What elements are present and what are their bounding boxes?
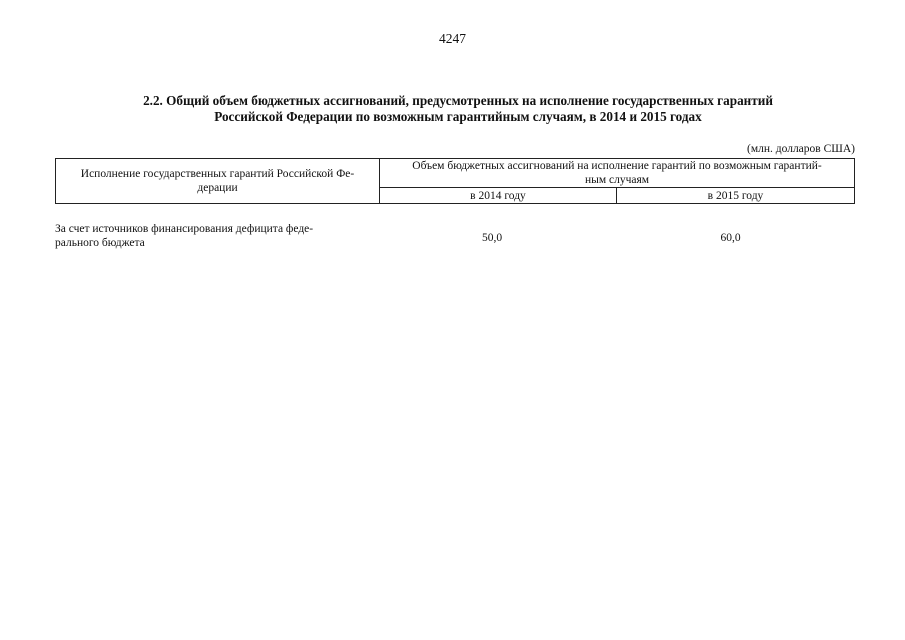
column-header-execution (56, 159, 380, 204)
column-header-volume-line-2: ным случаям (584, 174, 650, 186)
page-number: 4247 (439, 31, 466, 46)
column-header-2015: в 2015 году (617, 188, 855, 204)
row-label-line-2: рального бюджета (55, 237, 145, 249)
column-header-volume (380, 159, 855, 188)
row-label (55, 222, 355, 250)
section-title-line-1: 2.2. Общий объем бюджетных ассигнований, предусмотренных на исполнение государственных гарантий (143, 93, 773, 108)
row-label-line-1: За счет источников финансирования дефицита феде- (55, 223, 314, 235)
section-title (60, 93, 856, 125)
value-2015: 60,0 (720, 232, 741, 244)
guarantees-table-header (55, 158, 855, 204)
column-header-2014: в 2014 году (380, 188, 617, 204)
units-note: (млн. долларов США) (747, 143, 855, 155)
column-header-execution-line-2: дерации (197, 182, 238, 194)
section-title-line-2: Российской Федерации по возможным гарантийным случаям, в 2014 и 2015 годах (214, 109, 702, 124)
value-2014: 50,0 (481, 232, 503, 244)
column-header-execution-line-1: Исполнение государственных гарантий Российской Фе- (80, 168, 355, 180)
column-header-volume-line-1: Объем бюджетных ассигнований на исполнение гарантий по возможным гарантий- (412, 160, 822, 172)
